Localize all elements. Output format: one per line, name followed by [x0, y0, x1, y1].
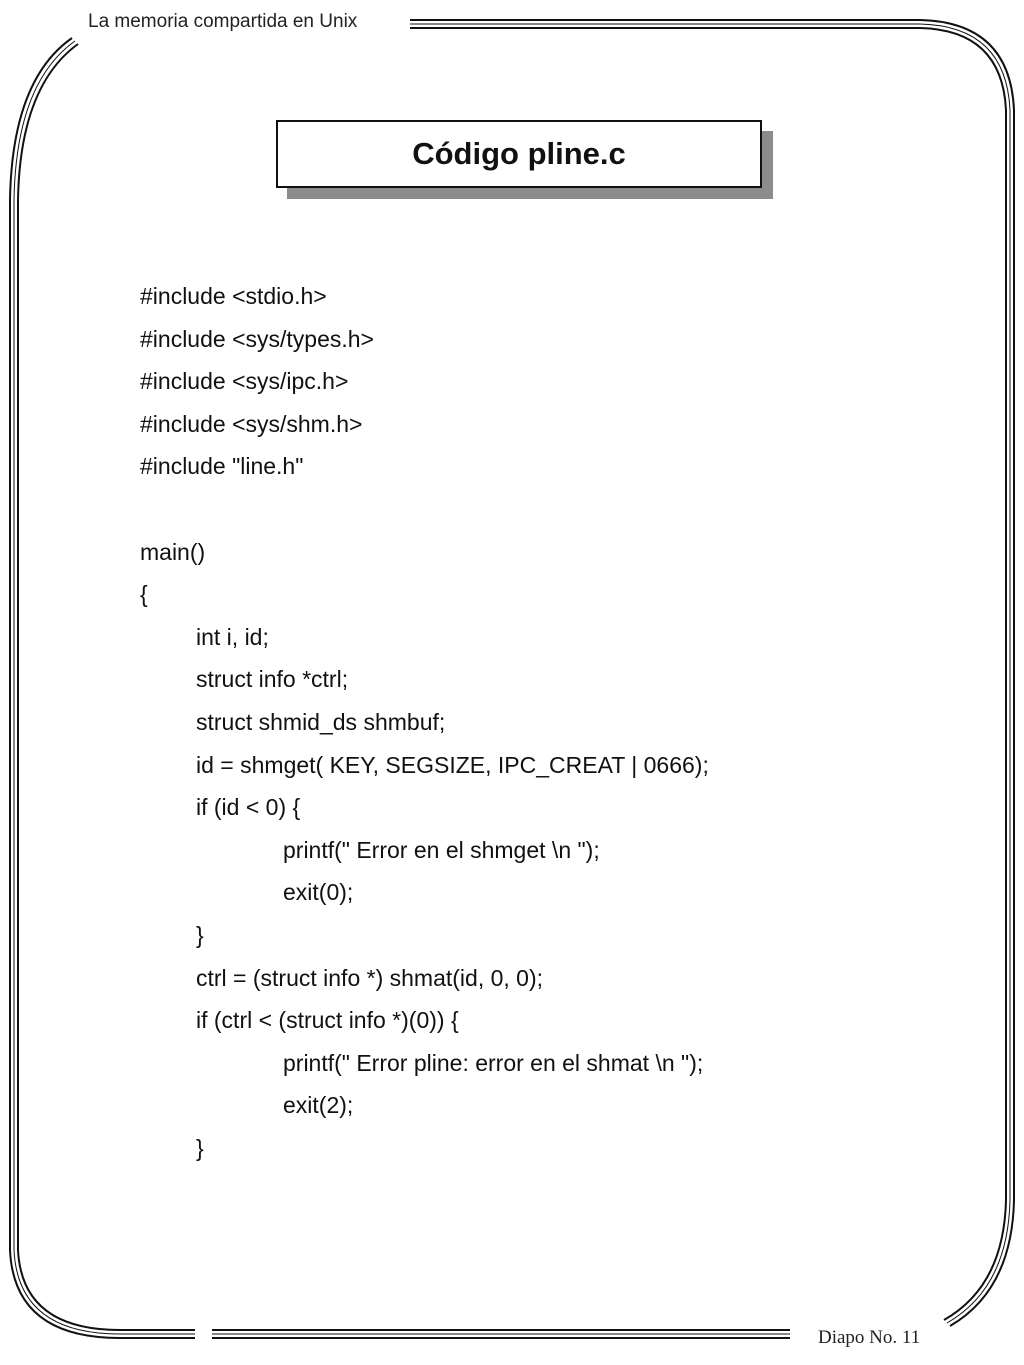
code-line: struct shmid_ds shmbuf;: [196, 709, 446, 735]
code-line: if (ctrl < (struct info *)(0)) {: [196, 1007, 459, 1034]
code-line: #include <sys/shm.h>: [140, 410, 363, 437]
code-line: exit(2);: [283, 1092, 354, 1119]
code-line: #include <sys/types.h>: [140, 325, 374, 352]
code-line: main(): [140, 538, 206, 565]
code-line: #include <stdio.h>: [140, 283, 327, 309]
code-line: #include "line.h": [140, 453, 304, 480]
code-line: printf(" Error en el shmget \n ");: [283, 836, 600, 863]
code-line: {: [140, 581, 148, 608]
code-line: exit(0);: [283, 879, 354, 906]
code-line: #include <sys/ipc.h>: [140, 368, 349, 395]
slide-title: Código pline.c: [412, 136, 626, 171]
code-line: id = shmget( KEY, SEGSIZE, IPC_CREAT | 0666);: [196, 751, 709, 778]
code-line: ctrl = (struct info *) shmat(id, 0, 0);: [196, 964, 544, 991]
code-line: int i, id;: [196, 623, 269, 650]
code-line: struct info *ctrl;: [196, 666, 349, 693]
code-line: if (id < 0) {: [196, 794, 301, 821]
code-line: }: [196, 1135, 204, 1161]
running-header: La memoria compartida en Unix: [84, 10, 361, 34]
slide-number: Diapo No. 11: [812, 1326, 926, 1350]
code-line: }: [196, 922, 204, 948]
code-line: printf(" Error pline: error en el shmat \n ");: [283, 1049, 704, 1076]
